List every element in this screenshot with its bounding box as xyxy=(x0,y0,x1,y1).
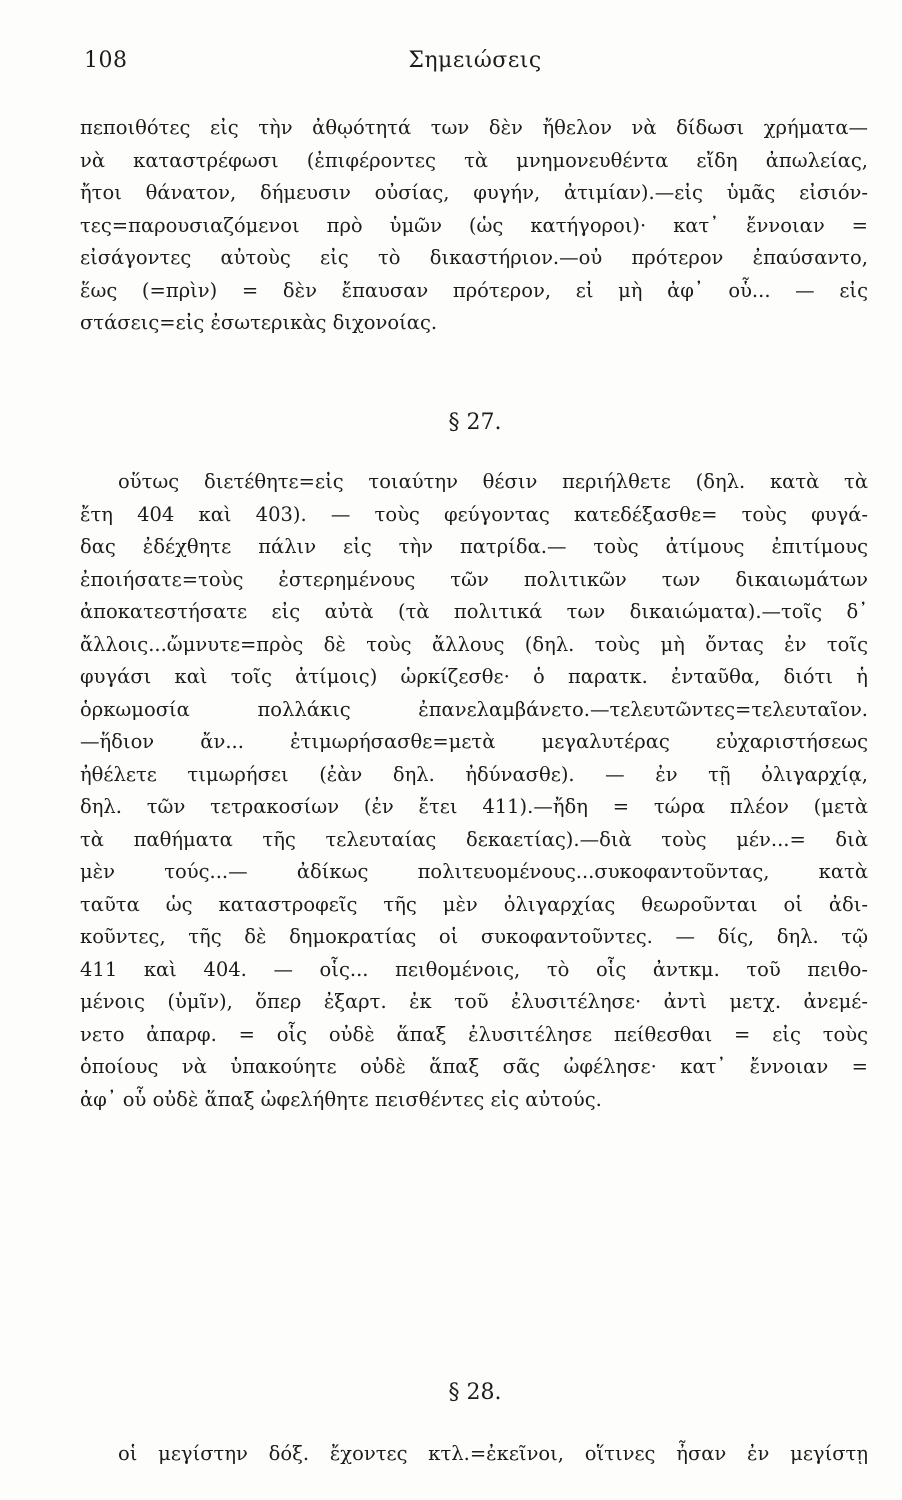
text-line: ἀφ᾽ οὗ οὐδὲ ἅπαξ ὠφελήθητε πεισθέντες εἰς αὐτούς. xyxy=(80,1087,602,1111)
text-line: μὲν τούς...— ἀδίκως πολιτευομένους...συκοφαντοῦντας, κατὰ xyxy=(80,860,868,883)
text-line: ὁρκωμοσία πολλάκις ἐπανελαμβάνετο.—τελευτῶντες=τελευταῖον. xyxy=(80,697,868,721)
text-line: οἱ μεγίστην δόξ. ἔχοντες κτλ.=ἐκεῖνοι, οἵτινες ἦσαν ἐν μεγίστῃ xyxy=(118,1442,868,1465)
text-line: φυγάσι καὶ τοῖς ἀτίμοις) ὡρκίζεσθε· ὁ παρατκ. ἐνταῦθα, διότι ἡ xyxy=(80,665,868,688)
text-line: νετο ἀπαρφ. = οἷς οὐδὲ ἅπαξ ἐλυσιτέλησε πείθεσθαι = εἰς τοὺς xyxy=(80,1022,868,1046)
text-line: ἤτοι θάνατον, δήμευσιν οὐσίας, φυγήν, ἀτιμίαν).—εἰς ὑμᾶς εἰσιόν- xyxy=(80,181,868,204)
section-27-notes xyxy=(80,466,868,1116)
text-line: πεποιθότες εἰς τὴν ἀθῳότητά των δὲν ἤθελον νὰ δίδωσι χρήματα— xyxy=(80,116,868,139)
text-line: δηλ. τῶν τετρακοσίων (ἐν ἔτει 411).—ἤδη = τώρα πλέον (μετὰ xyxy=(80,795,868,818)
text-line: οὕτως διετέθητε=εἰς τοιαύτην θέσιν περιήλθετε (δηλ. κατὰ τὰ xyxy=(118,470,868,493)
text-line: δας ἐδέχθητε πάλιν εἰς τὴν πατρίδα.— τοὺς ἀτίμους ἐπιτίμους xyxy=(80,535,868,558)
text-line: ἀποκατεστήσατε εἰς αὐτὰ (τὰ πολιτικά των δικαιώματα).—τοῖς δ᾽ xyxy=(80,600,868,623)
text-line: τες=παρουσιαζόμενοι πρὸ ὑμῶν (ὡς κατήγοροι)· κατ᾽ ἔννοιαν = xyxy=(80,213,868,237)
text-line: κοῦντες, τῆς δὲ δημοκρατίας οἱ συκοφαντοῦντες. — δίς, δηλ. τῷ xyxy=(80,925,868,948)
page-number: 108 xyxy=(84,48,128,73)
text-line: εἰσάγοντες αὐτοὺς εἰς τὸ δικαστήριον.—οὐ πρότερον ἐπαύσαντο, xyxy=(80,246,868,269)
text-line: ἕως (=πρὶν) = δὲν ἔπαυσαν πρότερον, εἰ μὴ ἀφ᾽ οὗ... — εἰς xyxy=(80,278,868,302)
text-line: ἔτη 404 καὶ 403). — τοὺς φεύγοντας κατεδέξασθε= τοὺς φυγά- xyxy=(80,502,868,526)
text-line: ἄλλοις...ὤμνυτε=πρὸς δὲ τοὺς ἄλλους (δηλ. τοὺς μὴ ὄντας ἐν τοῖς xyxy=(80,632,868,656)
text-line: νὰ καταστρέφωσι (ἐπιφέροντες τὰ μνημονευθέντα εἴδη ἀπωλείας, xyxy=(80,148,868,172)
text-line: ἐποιήσατε=τοὺς ἐστερημένους τῶν πολιτικῶν των δικαιωμάτων xyxy=(80,567,868,591)
section-28-notes xyxy=(80,1438,868,1471)
page-header xyxy=(80,48,870,82)
text-line: τὰ παθήματα τῆς τελευταίας δεκαετίας).—διὰ τοὺς μέν...= διὰ xyxy=(80,827,868,851)
text-line: μένοις (ὑμῖν), ὅπερ ἐξαρτ. ἐκ τοῦ ἐλυσιτέλησε· ἀντὶ μετχ. ἀνεμέ- xyxy=(80,990,868,1013)
text-line: 411 καὶ 404. — οἷς... πειθομένοις, τὸ οἷς ἀντκμ. τοῦ πειθο- xyxy=(80,957,868,981)
text-line: ὁποίους νὰ ὑπακούητε οὐδὲ ἅπαξ σᾶς ὠφέλησε· κατ᾽ ἔννοιαν = xyxy=(80,1055,868,1078)
paragraph-notes-continued xyxy=(80,112,868,340)
running-title: Σημειώσεις xyxy=(408,48,542,73)
text-line: —ἥδιον ἄν... ἐτιμωρήσασθε=μετὰ μεγαλυτέρας εὐχαριστήσεως xyxy=(80,730,868,753)
section-heading-28: § 28. xyxy=(448,1380,502,1405)
text-line: στάσεις=εἰς ἐσωτερικὰς διχονοίας. xyxy=(80,311,438,334)
section-heading-27: § 27. xyxy=(448,410,502,435)
text-line: ταῦτα ὡς καταστροφεῖς τῆς μὲν ὀλιγαρχίας θεωροῦνται οἱ ἀδι- xyxy=(80,892,868,916)
text-line: ἠθέλετε τιμωρήσει (ἐὰν δηλ. ἠδύνασθε). — ἐν τῇ ὀλιγαρχίᾳ, xyxy=(80,762,868,786)
